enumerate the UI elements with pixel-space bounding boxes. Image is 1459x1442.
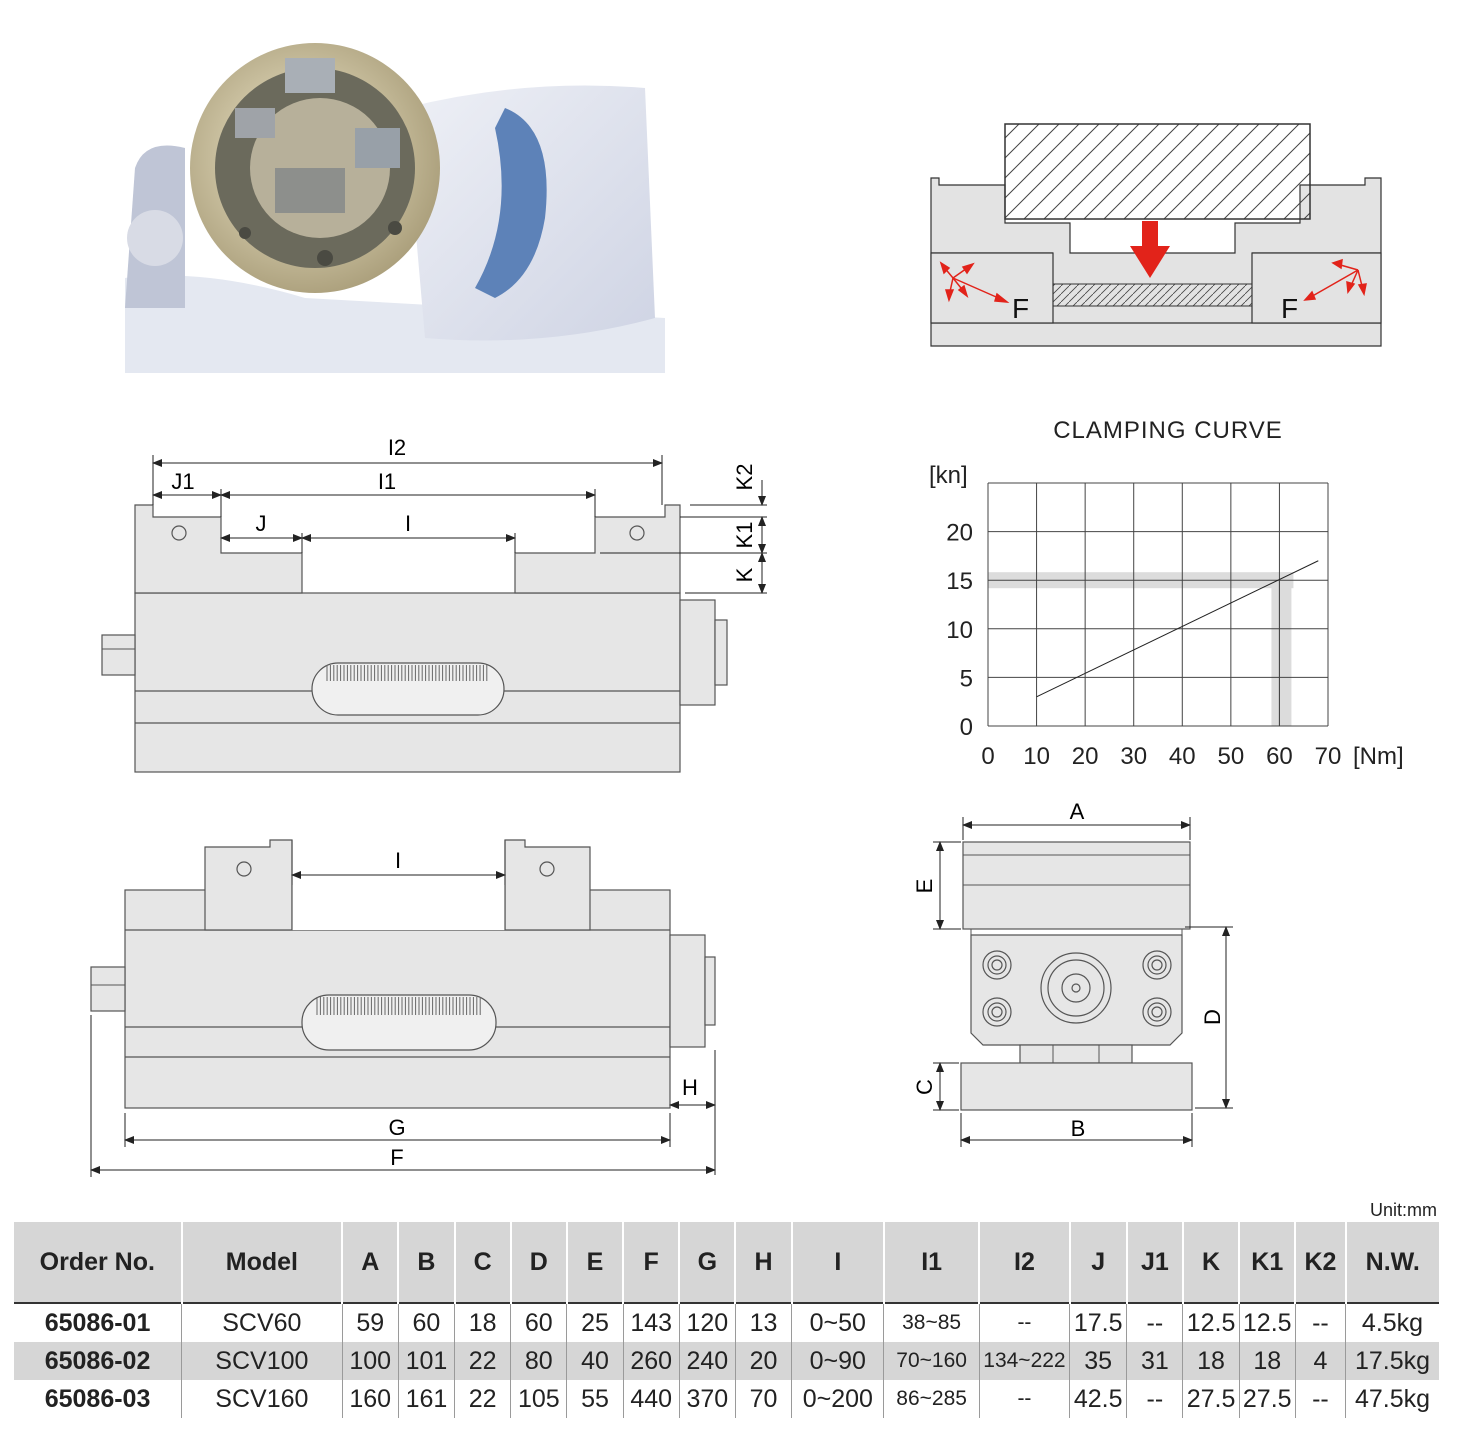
- table-cell: 260: [623, 1342, 679, 1380]
- x-tick-label: 20: [1071, 743, 1099, 770]
- table-cell: SCV100: [182, 1342, 343, 1380]
- table-header-cell: A: [342, 1222, 398, 1303]
- table-header-cell: G: [679, 1222, 735, 1303]
- table-cell: SCV60: [182, 1303, 343, 1342]
- table-cell: --: [1127, 1303, 1183, 1342]
- force-label-right: F: [1281, 293, 1299, 324]
- table-header-row: [14, 1222, 1439, 1303]
- table-cell: 31: [1127, 1342, 1183, 1380]
- table-cell: 65086-03: [44, 1384, 151, 1413]
- chart-title: CLAMPING CURVE: [1053, 417, 1283, 444]
- side-view-drawing: [905, 795, 1235, 1150]
- table-header-cell: K1: [1239, 1222, 1295, 1303]
- table-cell: 17.5: [1070, 1303, 1127, 1342]
- y-tick-label: 0: [959, 714, 973, 741]
- table-header-cell: K: [1183, 1222, 1239, 1303]
- table-cell: 65086-02: [14, 1342, 182, 1380]
- table-cell: 143: [623, 1303, 679, 1342]
- table-cell: 0~50: [792, 1303, 884, 1342]
- spec-table: [14, 1222, 1439, 1418]
- table-cell: --: [1127, 1380, 1183, 1418]
- table-header-cell: K2: [1295, 1222, 1345, 1303]
- dim-label-K1: K1: [732, 521, 757, 549]
- table-cell: 80: [511, 1342, 567, 1380]
- y-tick-label: 20: [946, 519, 973, 547]
- table-cell: 18: [455, 1303, 511, 1342]
- table-cell: 101: [398, 1342, 454, 1380]
- table-cell: 20: [735, 1342, 791, 1380]
- top-view-drawing: [95, 425, 785, 785]
- table-row: [14, 1380, 1439, 1418]
- table-cell: 160: [342, 1380, 398, 1418]
- table-cell: 4.5kg: [1346, 1303, 1439, 1342]
- table-cell: 100: [342, 1342, 398, 1380]
- chart-xlabel: [Nm]: [1353, 743, 1404, 770]
- table-cell: 38~85: [884, 1303, 979, 1342]
- dim-label-C: C: [912, 1079, 937, 1095]
- table-cell: 65086-01: [14, 1303, 182, 1342]
- table-cell: 70: [735, 1380, 791, 1418]
- x-tick-label: 0: [981, 743, 995, 770]
- table-header-cell: E: [567, 1222, 623, 1303]
- table-cell: 22: [455, 1342, 511, 1380]
- table-header-cell: I1: [884, 1222, 979, 1303]
- unit-label: Unit:mm: [1370, 1200, 1437, 1220]
- table-header-cell: J: [1070, 1222, 1127, 1303]
- dim-label-H: H: [682, 1075, 698, 1100]
- x-tick-label: 50: [1217, 743, 1245, 770]
- table-cell: 13: [735, 1303, 791, 1342]
- table-cell: 35: [1070, 1342, 1127, 1380]
- dim-label-K2: K2: [732, 463, 757, 491]
- product-photo: [125, 18, 665, 373]
- table-cell: --: [1295, 1380, 1345, 1418]
- table-cell: 18: [1239, 1342, 1295, 1380]
- table-cell: 27.5: [1183, 1380, 1239, 1418]
- table-header-cell: N.W.: [1346, 1222, 1439, 1303]
- y-tick-label: 15: [946, 568, 973, 596]
- table-cell: 4: [1295, 1342, 1345, 1380]
- table-cell: 60: [398, 1303, 454, 1342]
- table-cell: 18: [1183, 1342, 1239, 1380]
- force-label-left: F: [1012, 293, 1030, 324]
- table-cell: SCV160: [182, 1380, 343, 1418]
- table-cell: --: [979, 1303, 1069, 1342]
- dim-label-B: B: [1070, 1116, 1086, 1141]
- table-cell: 440: [623, 1380, 679, 1418]
- table-header-cell: I: [792, 1222, 884, 1303]
- table-cell: 86~285: [884, 1380, 979, 1418]
- dim-label-I1: I1: [377, 469, 397, 494]
- table-cell: 55: [567, 1380, 623, 1418]
- table-cell: 22: [455, 1380, 511, 1418]
- table-cell: 27.5: [1239, 1380, 1295, 1418]
- table-cell: 120: [679, 1303, 735, 1342]
- table-cell: 105: [511, 1380, 567, 1418]
- dim-label-A: A: [1069, 799, 1085, 824]
- x-tick-label: 70: [1314, 743, 1342, 770]
- table-row: [14, 1342, 1439, 1380]
- table-header-cell: C: [455, 1222, 511, 1303]
- table-cell: --: [1295, 1303, 1345, 1342]
- dim-label-J: J: [255, 511, 267, 536]
- table-cell: 0~90: [792, 1342, 884, 1380]
- table-cell: --: [979, 1380, 1069, 1418]
- table-cell: 25: [567, 1303, 623, 1342]
- table-cell: 70~160: [884, 1342, 979, 1380]
- table-cell: 370: [679, 1380, 735, 1418]
- table-header-cell: Order No.: [14, 1222, 182, 1303]
- table-cell: 42.5: [1070, 1380, 1127, 1418]
- dim-label-E: E: [912, 878, 937, 894]
- table-header-cell: Model: [182, 1222, 343, 1303]
- x-tick-label: 60: [1266, 743, 1293, 770]
- x-tick-label: 10: [1023, 743, 1050, 770]
- table-cell: 161: [398, 1380, 454, 1418]
- table-cell: 134~222: [979, 1342, 1069, 1380]
- table-header-cell: J1: [1127, 1222, 1183, 1303]
- dim-label-G: G: [388, 1115, 406, 1140]
- table-row: [14, 1303, 1439, 1342]
- table-cell: 0~200: [792, 1380, 884, 1418]
- table-header-cell: B: [398, 1222, 454, 1303]
- table-cell: 47.5kg: [1346, 1380, 1439, 1418]
- highlight-band-vertical: [1271, 572, 1291, 726]
- dim-label-I-front: I: [394, 848, 402, 873]
- dim-label-D: D: [1200, 1009, 1225, 1025]
- table-cell: 60: [511, 1303, 567, 1342]
- dim-label-K: K: [732, 567, 757, 583]
- table-cell: 12.5: [1183, 1303, 1239, 1342]
- clamping-curve-chart: [925, 410, 1425, 780]
- table-header-cell: H: [735, 1222, 791, 1303]
- table-cell: 240: [679, 1342, 735, 1380]
- front-view-drawing: [85, 835, 735, 1180]
- chart-ylabel: [kn]: [929, 462, 968, 489]
- clamping-force-diagram: [925, 118, 1390, 350]
- dim-label-J1: J1: [171, 469, 195, 494]
- table-cell: 17.5kg: [1346, 1342, 1439, 1380]
- table-header-cell: F: [623, 1222, 679, 1303]
- x-tick-label: 40: [1168, 743, 1196, 770]
- table-cell: 40: [567, 1342, 623, 1380]
- table-header-cell: D: [511, 1222, 567, 1303]
- dim-label-I: I: [404, 511, 412, 536]
- table-cell: 59: [342, 1303, 398, 1342]
- table-header-cell: I2: [979, 1222, 1069, 1303]
- y-tick-label: 10: [946, 616, 973, 644]
- dim-label-F: F: [390, 1145, 404, 1170]
- dim-label-I2: I2: [387, 435, 407, 460]
- x-tick-label: 30: [1120, 743, 1148, 770]
- y-tick-label: 5: [959, 665, 973, 693]
- table-cell: 12.5: [1239, 1303, 1295, 1342]
